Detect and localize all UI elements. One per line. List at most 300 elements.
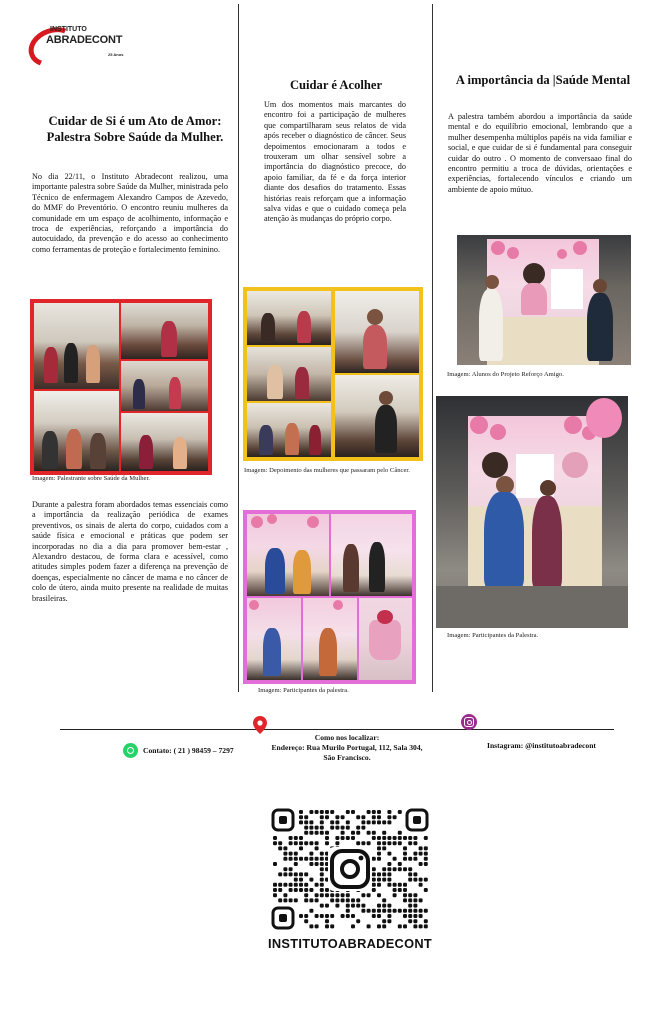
- qr-module: [315, 924, 319, 928]
- qr-module: [403, 888, 407, 892]
- qr-module: [299, 878, 303, 882]
- col1-caption: Imagem: Palestrante sobre Saúde da Mulher.: [32, 475, 150, 482]
- qr-module: [351, 831, 355, 835]
- qr-module: [335, 826, 339, 830]
- qr-module: [278, 883, 282, 887]
- qr-module: [294, 883, 298, 887]
- qr-module: [382, 867, 386, 871]
- qr-module: [403, 846, 407, 850]
- qr-module: [325, 924, 329, 928]
- qr-module: [424, 857, 428, 861]
- qr-module: [403, 867, 407, 871]
- footer-divider: [60, 729, 614, 730]
- qr-module: [299, 836, 303, 840]
- qr-module: [367, 909, 371, 913]
- qr-module: [346, 820, 350, 824]
- qr-module: [377, 836, 381, 840]
- qr-module: [335, 841, 339, 845]
- qr-module: [273, 862, 277, 866]
- photo: [247, 598, 301, 680]
- qr-module: [413, 914, 417, 918]
- qr-module: [361, 904, 365, 908]
- qr-module: [382, 836, 386, 840]
- qr-module: [382, 878, 386, 882]
- photo: [331, 514, 412, 596]
- qr-module: [419, 914, 423, 918]
- whatsapp-icon[interactable]: [123, 743, 138, 758]
- contact-phone[interactable]: Contato: ( 21 ) 98459 – 7297: [143, 746, 234, 755]
- qr-module: [424, 846, 428, 850]
- photo: [359, 598, 412, 680]
- qr-module: [273, 836, 277, 840]
- qr-module: [387, 815, 391, 819]
- qr-module: [356, 815, 360, 819]
- qr-module: [382, 820, 386, 824]
- qr-module: [393, 836, 397, 840]
- qr-module: [387, 883, 391, 887]
- qr-module: [330, 826, 334, 830]
- column-divider-1: [238, 4, 239, 692]
- qr-module: [356, 841, 360, 845]
- qr-module: [294, 898, 298, 902]
- qr-module: [398, 862, 402, 866]
- photo: [121, 413, 208, 471]
- qr-module: [315, 810, 319, 814]
- qr-module: [372, 820, 376, 824]
- qr-module: [320, 904, 324, 908]
- qr-module: [299, 841, 303, 845]
- qr-module: [413, 836, 417, 840]
- qr-module: [408, 919, 412, 923]
- qr-module: [382, 872, 386, 876]
- qr-module: [408, 872, 412, 876]
- qr-module: [325, 893, 329, 897]
- qr-module: [320, 914, 324, 918]
- qr-module: [309, 862, 313, 866]
- qr-module: [382, 919, 386, 923]
- qr-module: [408, 904, 412, 908]
- qr-module: [398, 867, 402, 871]
- qr-module: [309, 909, 313, 913]
- qr-module: [367, 810, 371, 814]
- qr-module: [367, 924, 371, 928]
- qr-module: [393, 893, 397, 897]
- qr-module: [398, 909, 402, 913]
- qr-module: [413, 898, 417, 902]
- qr-module: [346, 836, 350, 840]
- qr-module: [408, 898, 412, 902]
- qr-module: [309, 831, 313, 835]
- qr-module: [341, 914, 345, 918]
- qr-module: [304, 820, 308, 824]
- qr-module: [273, 888, 277, 892]
- qr-module: [367, 820, 371, 824]
- col2-photo-collage-1: [243, 287, 423, 461]
- qr-module: [315, 826, 319, 830]
- qr-module: [377, 878, 381, 882]
- qr-module: [377, 815, 381, 819]
- qr-module: [419, 898, 423, 902]
- qr-module: [299, 815, 303, 819]
- qr-module: [289, 883, 293, 887]
- qr-module: [403, 914, 407, 918]
- qr-code-graphic: [270, 807, 430, 931]
- qr-module: [289, 888, 293, 892]
- qr-module: [325, 914, 329, 918]
- col2-caption-2: Imagem: Participantes da palestra.: [258, 687, 349, 694]
- photo: [247, 514, 329, 596]
- qr-module: [403, 893, 407, 897]
- qr-module: [304, 888, 308, 892]
- qr-module: [283, 893, 287, 897]
- qr-module: [398, 883, 402, 887]
- qr-module: [294, 841, 298, 845]
- photo: [247, 403, 331, 457]
- qr-module: [387, 878, 391, 882]
- instagram-handle[interactable]: Instagram: @institutoabradecont: [487, 741, 596, 750]
- qr-module: [309, 820, 313, 824]
- col2-caption-1: Imagem: Depoimento das mulheres que passaram pelo Câncer.: [244, 467, 410, 474]
- qr-module: [424, 888, 428, 892]
- qr-module: [377, 924, 381, 928]
- qr-module: [367, 893, 371, 897]
- qr-module: [289, 836, 293, 840]
- qr-module: [309, 810, 313, 814]
- qr-module: [387, 867, 391, 871]
- qr-module: [377, 904, 381, 908]
- qr-module: [393, 888, 397, 892]
- qr-module: [335, 904, 339, 908]
- qr-module: [377, 810, 381, 814]
- qr-module: [408, 841, 412, 845]
- qr-module: [299, 872, 303, 876]
- qr-module: [315, 862, 319, 866]
- qr-module: [413, 872, 417, 876]
- qr-module: [356, 826, 360, 830]
- qr-module: [351, 810, 355, 814]
- qr-module: [372, 888, 376, 892]
- qr-module: [403, 909, 407, 913]
- qr-module: [289, 857, 293, 861]
- qr-module: [424, 862, 428, 866]
- qr-module: [372, 857, 376, 861]
- qr-module: [361, 826, 365, 830]
- instagram-qr-code: [270, 807, 430, 931]
- qr-module: [330, 898, 334, 902]
- qr-module: [320, 883, 324, 887]
- qr-module: [304, 841, 308, 845]
- qr-module: [325, 904, 329, 908]
- qr-module: [320, 831, 324, 835]
- photo: [335, 375, 419, 457]
- qr-module: [367, 841, 371, 845]
- qr-module: [278, 872, 282, 876]
- qr-module: [403, 852, 407, 856]
- qr-module: [346, 914, 350, 918]
- qr-module: [273, 883, 277, 887]
- qr-module: [393, 883, 397, 887]
- qr-module: [361, 815, 365, 819]
- qr-module: [289, 867, 293, 871]
- photo: [34, 391, 119, 471]
- qr-module: [419, 878, 423, 882]
- qr-module: [304, 919, 308, 923]
- qr-module: [403, 883, 407, 887]
- qr-module: [398, 841, 402, 845]
- qr-module: [356, 904, 360, 908]
- qr-module: [393, 857, 397, 861]
- qr-module: [377, 883, 381, 887]
- col3-paragraph-1: A palestra também abordou a importância da saúde mental e do equilíbrio emocional, lembrando que a mulher desempenha múltiplos papéis na vida familiar e social, e que cuidar de si é fundamental para conseguir cuidar do outro . O momento de conversaao final do encontro permitiu a troca de dúvidas, orientações e experiências, fortalecendo vínculos e criando um ambiente de apoio mútuo.: [448, 112, 632, 194]
- qr-module: [278, 898, 282, 902]
- qr-module: [387, 919, 391, 923]
- qr-module: [320, 867, 324, 871]
- qr-module: [346, 893, 350, 897]
- qr-module: [335, 815, 339, 819]
- qr-module: [408, 878, 412, 882]
- qr-module: [387, 836, 391, 840]
- qr-module: [283, 883, 287, 887]
- qr-module: [309, 898, 313, 902]
- qr-module: [367, 831, 371, 835]
- qr-module: [382, 846, 386, 850]
- qr-module: [320, 878, 324, 882]
- qr-module: [315, 914, 319, 918]
- qr-module: [419, 909, 423, 913]
- qr-module: [341, 831, 345, 835]
- qr-module: [361, 841, 365, 845]
- qr-module: [387, 909, 391, 913]
- qr-module: [372, 914, 376, 918]
- qr-module: [315, 883, 319, 887]
- qr-module: [315, 857, 319, 861]
- qr-module: [377, 841, 381, 845]
- qr-module: [278, 888, 282, 892]
- qr-module: [294, 888, 298, 892]
- qr-module: [335, 836, 339, 840]
- qr-module: [387, 914, 391, 918]
- qr-module: [283, 852, 287, 856]
- photo: [121, 361, 208, 411]
- qr-module: [413, 919, 417, 923]
- col3-caption-1: Imagem: Alunos do Projeto Reforço Amigo.: [447, 371, 564, 378]
- qr-module: [393, 867, 397, 871]
- qr-module: [398, 836, 402, 840]
- qr-module: [325, 815, 329, 819]
- qr-module: [309, 924, 313, 928]
- qr-module: [372, 878, 376, 882]
- qr-module: [424, 919, 428, 923]
- qr-module: [372, 872, 376, 876]
- qr-module: [283, 867, 287, 871]
- qr-module: [372, 831, 376, 835]
- col1-paragraph-1: No dia 22/11, o Instituto Abradecont realizou, uma importante palestra sobre Saúde da Mulher, ministrada pelo Técnico de enfermagem Alexandro Campos de Azevedo, do MMF do Preventório. O encontro reuniu mulheres da comunidade em um espaço de acolhimento, informação e troca de experiências, reforçando a importância do autocuidado, da prevenção e do acesso ao conhecimento como ferramentas de proteção e fortalecimento feminino.: [32, 172, 228, 254]
- photo: [335, 291, 419, 373]
- qr-module: [346, 909, 350, 913]
- qr-module: [387, 820, 391, 824]
- qr-module: [346, 898, 350, 902]
- photo: [247, 291, 331, 345]
- qr-module: [330, 820, 334, 824]
- qr-module: [320, 852, 324, 856]
- logo-sub-text: 25 Anos: [108, 52, 124, 57]
- qr-module: [299, 820, 303, 824]
- qr-module: [387, 872, 391, 876]
- qr-module: [335, 898, 339, 902]
- qr-module: [304, 893, 308, 897]
- col1-title: Cuidar de Si é um Ato de Amor: Palestra Sobre Saúde da Mulher.: [46, 114, 224, 144]
- qr-module: [351, 836, 355, 840]
- qr-module: [408, 867, 412, 871]
- qr-label: INSTITUTOABRADECONT: [268, 936, 432, 951]
- qr-module: [299, 914, 303, 918]
- qr-module: [387, 904, 391, 908]
- qr-module: [294, 857, 298, 861]
- photo: [34, 303, 119, 389]
- qr-module: [377, 914, 381, 918]
- photo: [247, 347, 331, 401]
- qr-module: [346, 826, 350, 830]
- col1-photo-collage: [30, 299, 212, 475]
- qr-module: [315, 898, 319, 902]
- qr-module: [377, 909, 381, 913]
- qr-module: [335, 820, 339, 824]
- qr-module: [398, 831, 402, 835]
- qr-module: [346, 904, 350, 908]
- qr-module: [309, 826, 313, 830]
- qr-module: [382, 909, 386, 913]
- qr-module: [382, 841, 386, 845]
- qr-module: [330, 810, 334, 814]
- qr-module: [403, 857, 407, 861]
- qr-module: [320, 820, 324, 824]
- qr-module: [346, 810, 350, 814]
- qr-module: [309, 857, 313, 861]
- qr-module: [393, 815, 397, 819]
- qr-module: [393, 841, 397, 845]
- qr-module: [398, 810, 402, 814]
- qr-module: [315, 831, 319, 835]
- qr-module: [325, 836, 329, 840]
- qr-module: [325, 919, 329, 923]
- qr-module: [377, 846, 381, 850]
- qr-module: [299, 846, 303, 850]
- qr-module: [304, 831, 308, 835]
- qr-module: [387, 862, 391, 866]
- qr-module: [398, 888, 402, 892]
- qr-module: [413, 878, 417, 882]
- qr-module: [372, 909, 376, 913]
- qr-module: [408, 836, 412, 840]
- qr-module: [424, 909, 428, 913]
- qr-module: [304, 914, 308, 918]
- qr-module: [341, 836, 345, 840]
- qr-module: [413, 924, 417, 928]
- qr-module: [413, 909, 417, 913]
- qr-module: [408, 857, 412, 861]
- qr-module: [330, 914, 334, 918]
- qr-module: [382, 831, 386, 835]
- location-pin-icon: [253, 716, 267, 734]
- qr-module: [419, 846, 423, 850]
- qr-module: [304, 898, 308, 902]
- qr-module: [341, 815, 345, 819]
- col2-photo-collage-2: [243, 510, 416, 684]
- qr-module: [361, 820, 365, 824]
- qr-module: [273, 893, 277, 897]
- qr-module: [304, 872, 308, 876]
- qr-module: [283, 846, 287, 850]
- qr-module: [294, 852, 298, 856]
- qr-module: [315, 846, 319, 850]
- qr-module: [330, 893, 334, 897]
- qr-module: [315, 841, 319, 845]
- qr-module: [413, 841, 417, 845]
- qr-module: [351, 904, 355, 908]
- qr-module: [377, 857, 381, 861]
- qr-module: [320, 810, 324, 814]
- photo: [487, 239, 599, 317]
- qr-module: [320, 826, 324, 830]
- qr-module: [289, 898, 293, 902]
- col3-photo-2: [436, 396, 628, 628]
- logo-top-text: INSTITUTO: [50, 26, 87, 33]
- qr-module: [341, 826, 345, 830]
- photo: [121, 303, 208, 359]
- qr-module: [356, 898, 360, 902]
- qr-module: [320, 862, 324, 866]
- qr-module: [403, 924, 407, 928]
- qr-module: [408, 914, 412, 918]
- qr-module: [408, 909, 412, 913]
- qr-module: [413, 893, 417, 897]
- qr-module: [424, 852, 428, 856]
- qr-module: [325, 831, 329, 835]
- qr-module: [424, 836, 428, 840]
- instagram-icon[interactable]: [461, 714, 477, 730]
- photo: [303, 598, 357, 680]
- logo: [28, 24, 138, 64]
- qr-module: [377, 852, 381, 856]
- qr-module: [413, 852, 417, 856]
- qr-module: [419, 862, 423, 866]
- qr-module: [320, 857, 324, 861]
- qr-module: [413, 857, 417, 861]
- qr-module: [330, 924, 334, 928]
- qr-module: [361, 893, 365, 897]
- qr-module: [356, 919, 360, 923]
- qr-module: [356, 831, 360, 835]
- qr-module: [304, 857, 308, 861]
- qr-module: [320, 872, 324, 876]
- photo: [468, 416, 602, 506]
- qr-module: [335, 893, 339, 897]
- qr-module: [283, 872, 287, 876]
- qr-module: [315, 893, 319, 897]
- qr-module: [294, 836, 298, 840]
- qr-module: [309, 852, 313, 856]
- qr-module: [309, 888, 313, 892]
- qr-module: [351, 914, 355, 918]
- qr-module: [304, 815, 308, 819]
- col2-title: Cuidar é Acolher: [289, 78, 383, 92]
- qr-module: [278, 841, 282, 845]
- qr-module: [325, 888, 329, 892]
- col3-photo-1: [457, 235, 631, 365]
- logo-main-text: ABRADECONT: [46, 34, 123, 46]
- qr-module: [283, 898, 287, 902]
- qr-module: [413, 904, 417, 908]
